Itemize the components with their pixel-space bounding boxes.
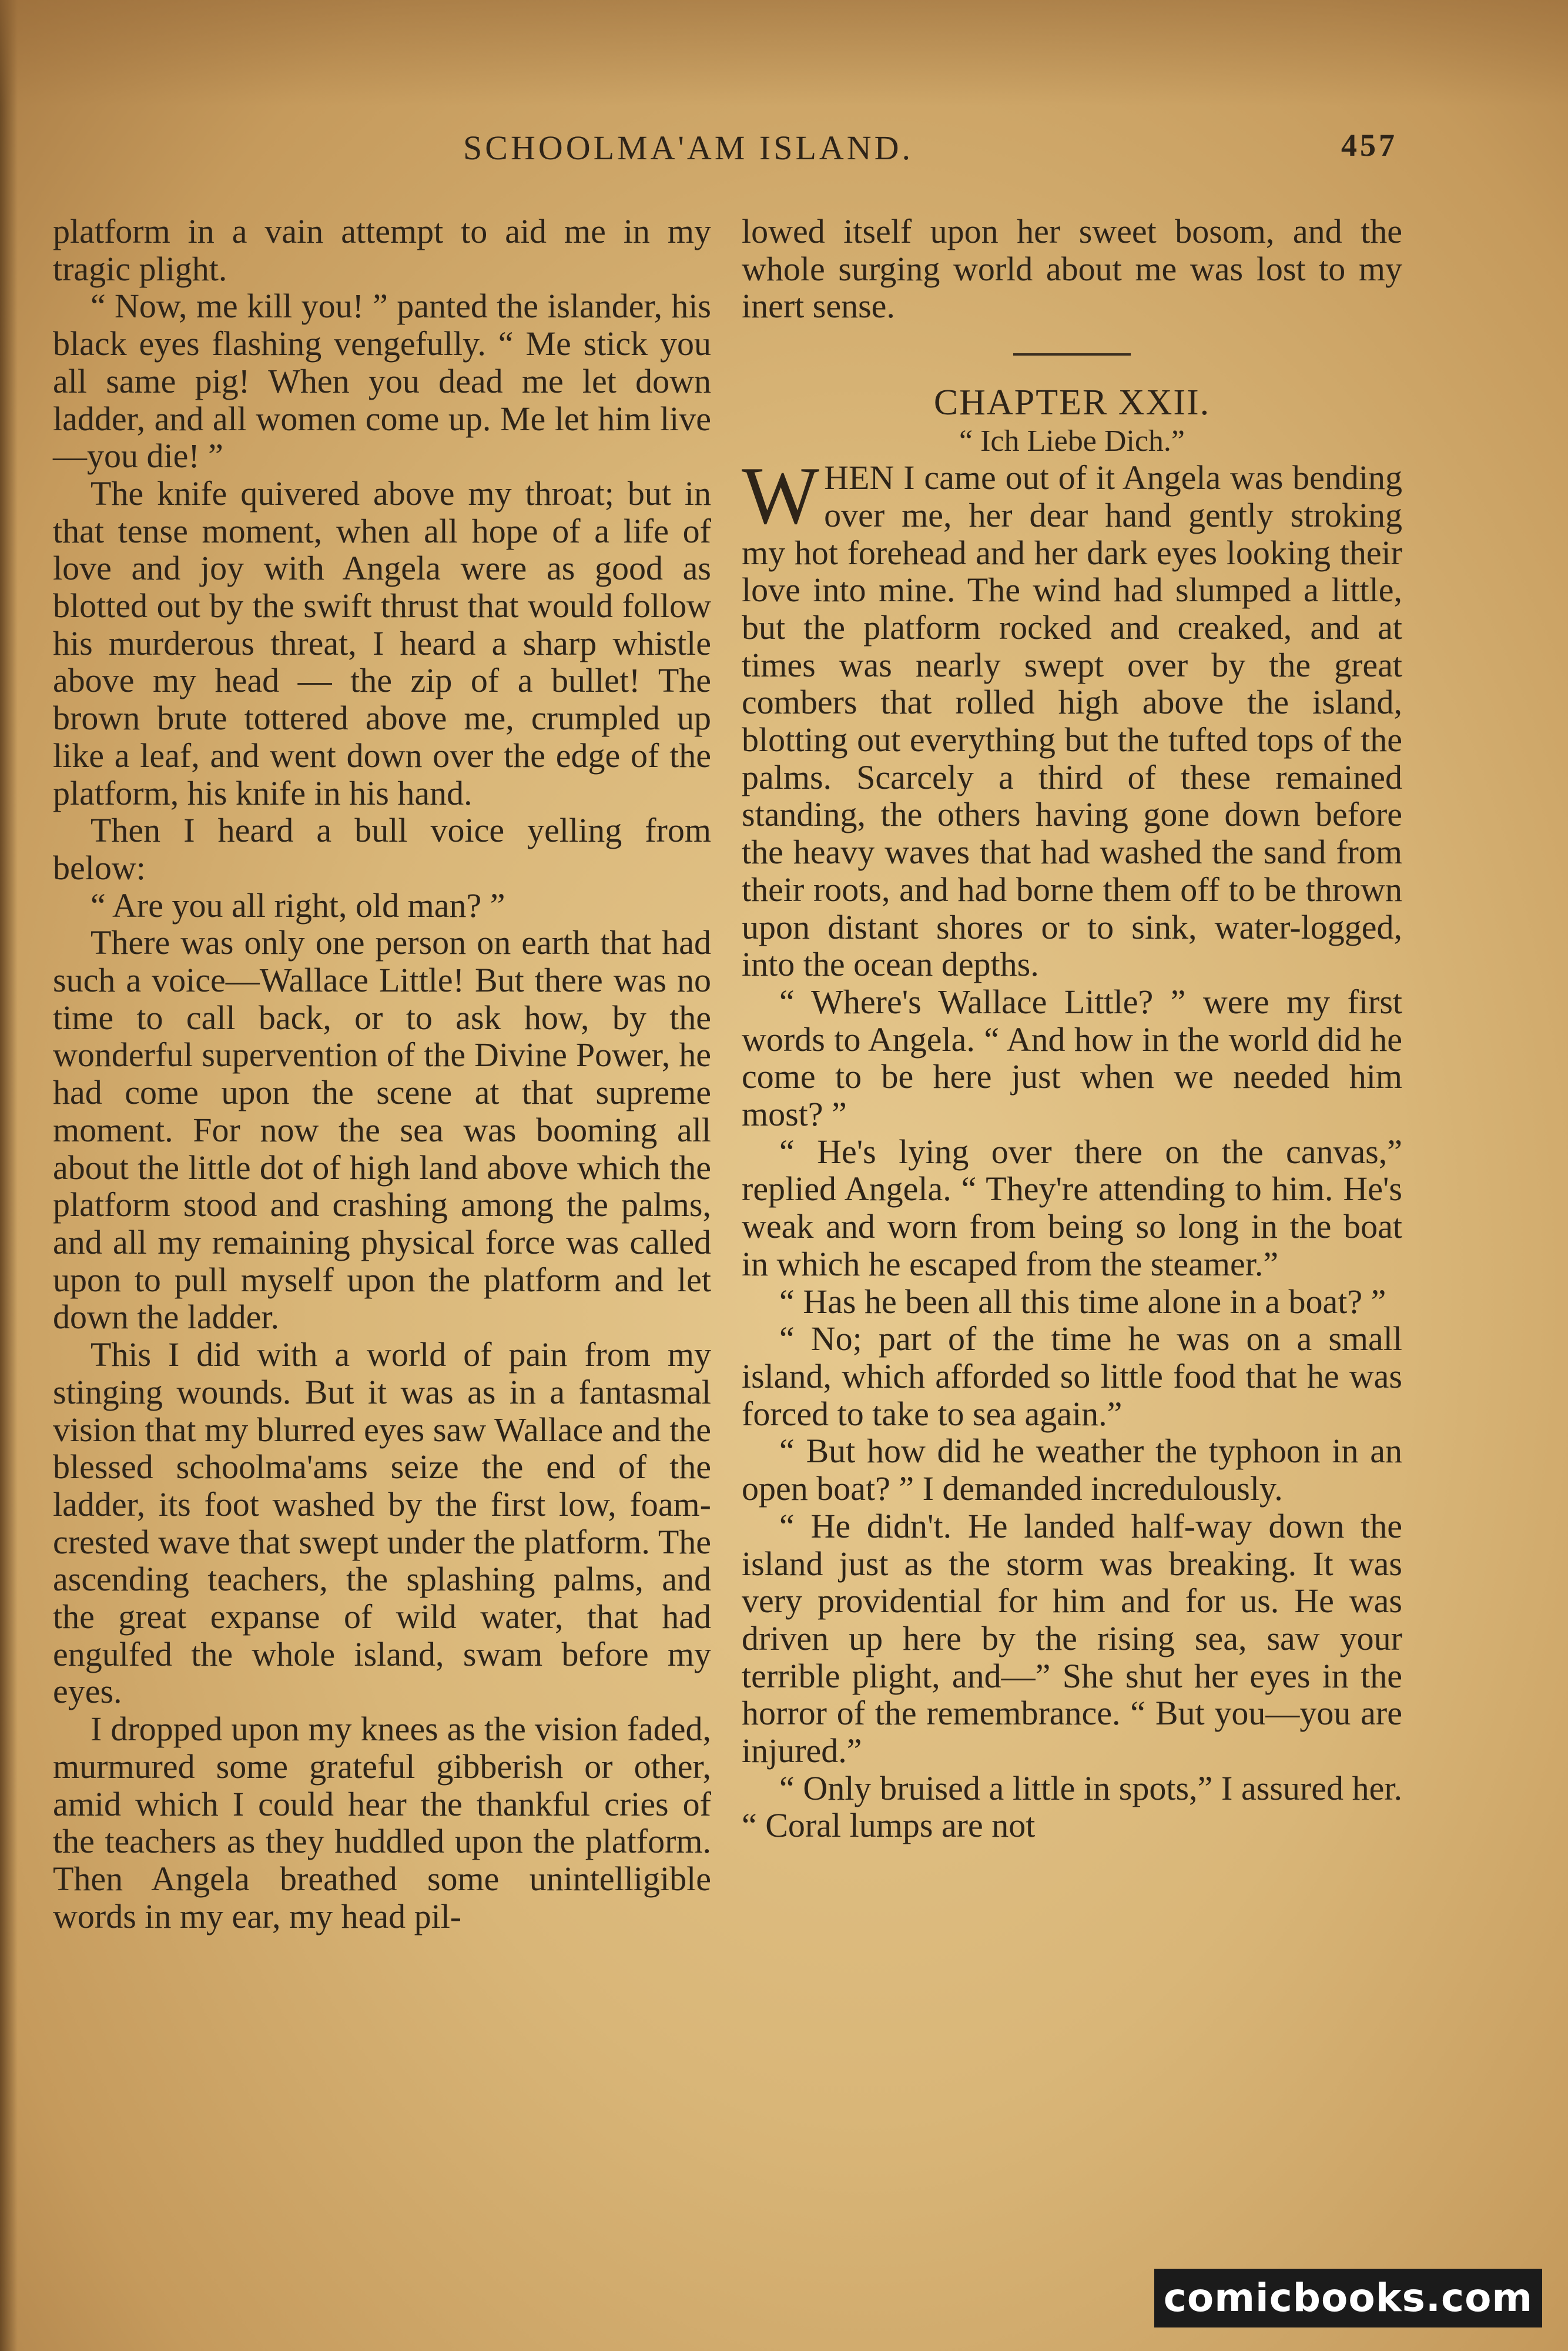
paragraph: “ No; part of the time he was on a small island, which afforded so little food that he was forced to take to sea again.” — [742, 1319, 1402, 1433]
right-column — [742, 213, 1402, 1844]
paragraph: “ He didn't. He landed half-way down the island just as the storm was breaking. It was very providential for him and for us. He was driven up here by the rising sea, saw your terrible plight, and—” She shut her eyes in the horror of the remembrance. “ But you—you are injured.” — [742, 1506, 1402, 1770]
paragraph: “ He's lying over there on the canvas,” replied Angela. “ They're attending to him. He's weak and worn from being so long in the boat in which he escaped from the steamer.” — [742, 1132, 1402, 1283]
running-head — [0, 128, 1568, 175]
paragraph: platform in a vain attempt to aid me in my tragic plight. — [53, 212, 711, 288]
paragraph: This I did with a world of pain from my stinging wounds. But it was as in a fantasmal vision that my blurred eyes saw Wallace and the blessed schoolma'ams seize the end of the ladder, its foot washed by the first low, foam-crested wave that swept under the platform. The ascending teachers, the splashing palms, and the great expanse of wild water, that had engulfed the whole island, swam before my eyes. — [53, 1335, 711, 1711]
paragraph: I dropped upon my knees as the vision faded, murmured some grateful gibberish or other, amid which I could hear the thankful cries of the teachers as they huddled upon the platform. Then Angela breathed some unintelligible words in my ear, my head pil- — [53, 1710, 711, 1935]
paragraph: “ Only bruised a little in spots,” I assured her. “ Coral lumps are not — [742, 1769, 1402, 1845]
paragraph-continuation: lowed itself upon her sweet bosom, and the whole surging world about me was lost to my inert sense. — [742, 212, 1402, 326]
chapter-opening-paragraph — [742, 450, 1402, 984]
left-column — [53, 213, 711, 1935]
opening-text: HEN I came out of it Angela was bending over me, her dear hand gently stroking my hot forehead and her dark eyes looking their love into mine. The wind had slumped a little, but the platform rocked and creaked, and at times was nearly swept over by the great combers that rolled high above the island, blotting out everything but the tufted tops of the palms. Scarcely a third of these remained standing, the others having gone down before the heavy waves that had washed the sand from their roots, and had borne them off to be thrown upon distant shores or to sink, water-logged, into the ocean depths. — [742, 458, 1402, 984]
page-top-stain — [0, 0, 1568, 106]
running-title: SCHOOLMA'AM ISLAND. — [463, 129, 914, 167]
paragraph: The knife quivered above my throat; but in that tense moment, when all hope of a life of love and joy with Angela were as good as blotted out by the swift thrust that would follow his murderous threat, I heard a sharp whistle above my head — the zip of a bullet! The brown brute tottered above me, crumpled up like a leaf, and went down over the edge of the platform, his knife in his hand. — [53, 474, 711, 812]
paragraph: “ Where's Wallace Little? ” were my first words to Angela. “ And how in the world did he come to be here just when we needed him most? ” — [742, 982, 1402, 1134]
paragraph: “ Are you all right, old man? ” — [91, 886, 505, 925]
paragraph: Then I heard a bull voice yelling from below: — [53, 811, 711, 887]
paragraph: “ Now, me kill you! ” panted the islander, his black eyes flashing vengefully. “ Me stick you all same pig! When you dead me let down ladder, and all women come up. Me let him live—you die! ” — [53, 287, 711, 475]
paragraph: “ But how did he weather the typhoon in an open boat? ” I demanded incredulously. — [742, 1432, 1402, 1508]
watermark: comicbooks.com — [1154, 2269, 1542, 2327]
drop-cap: W — [742, 450, 820, 542]
page-edge-shadow — [0, 0, 18, 2351]
chapter-title: CHAPTER XXII. — [933, 383, 1211, 423]
chapter-subtitle: “ Ich Liebe Dich.” — [959, 424, 1185, 458]
page-number: 457 — [1341, 128, 1398, 163]
paragraph: There was only one person on earth that had such a voice—Wallace Little! But there was no time to call back, or to ask how, by the wonderful supervention of the Divine Power, he had come upon the scene at that supreme moment. For now the sea was booming all about the little dot of high land above which the platform stood and crashing among the palms, and all my remaining physical force was called upon to pull myself upon the platform and let down the ladder. — [53, 923, 711, 1337]
chapter-divider — [1013, 353, 1131, 356]
paragraph: “ Has he been all this time alone in a boat? ” — [779, 1282, 1386, 1321]
